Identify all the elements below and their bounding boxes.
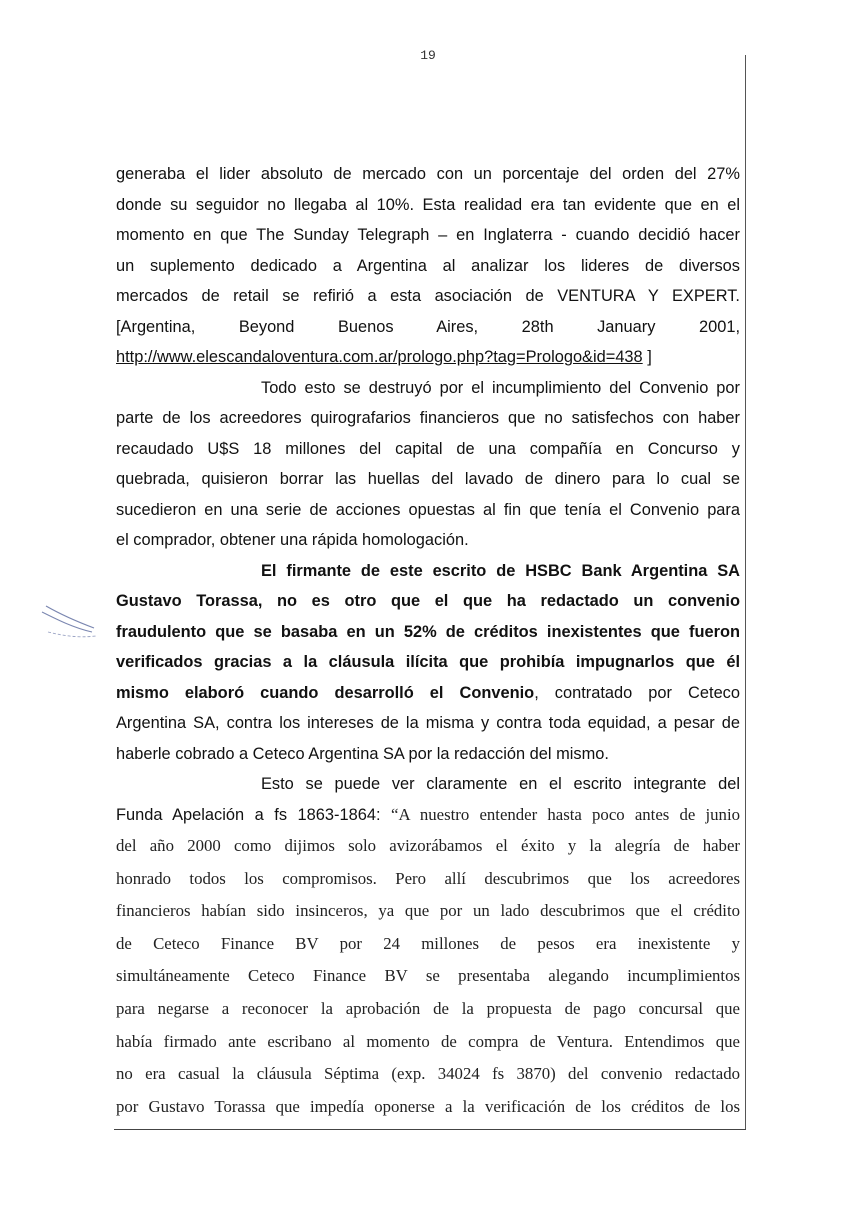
quote-line: financieros habían sido insinceros, ya que por un lado descubrimos que el crédito [116, 901, 740, 921]
quote-line: no era casual la cláusula Séptima (exp. 34024 fs 3870) del convenio redactado [116, 1064, 740, 1084]
bold-text-line: verificados gracias a la cláusula ilícita que prohibía impugnarlos que él [116, 653, 740, 671]
bold-text-line: Gustavo Torassa, no es otro que el que ha redactado un convenio [116, 592, 740, 610]
text-fragment: , contratado por Ceteco [534, 683, 740, 702]
text-line: haberle cobrado a Ceteco Argentina SA por la redacción del mismo. [116, 744, 609, 763]
text-line: un suplemento dedicado a Argentina al analizar los lideres de diversos [116, 256, 740, 275]
page-number: 19 [420, 48, 436, 63]
bold-text-line: El firmante de este escrito de HSBC Bank Argentina SA [261, 561, 740, 580]
document-body [116, 159, 740, 1123]
mixed-text-line [116, 800, 740, 831]
url-line [116, 342, 740, 373]
mixed-text-line [116, 678, 740, 709]
quote-line: había firmado ante escribano al momento de compra de Ventura. Entendimos que [116, 1031, 740, 1051]
quote-line: por Gustavo Torassa que impedía oponerse a la verificación de los créditos de los [116, 1096, 740, 1116]
quote-line: del año 2000 como dijimos solo avizorábamos el éxito y la alegría de haber [116, 836, 740, 855]
quote-line: simultáneamente Ceteco Finance BV se presentaba alegando incumplimientos [116, 966, 740, 986]
text-line: parte de los acreedores quirografarios financieros que no satisfechos con haber [116, 409, 740, 427]
right-margin-rule [745, 55, 746, 1130]
url-bracket: ] [642, 348, 652, 366]
bold-fragment: mismo elaboró cuando desarrolló el Convenio [116, 683, 535, 702]
text-line: recaudado U$S 18 millones del capital de una compañía en Concurso y [116, 439, 740, 458]
text-line: Esto se puede ver claramente en el escrito integrante del [261, 775, 740, 793]
text-line: mercados de retail se refirió a esta asociación de VENTURA Y EXPERT. [116, 287, 740, 305]
text-line: generaba el lider absoluto de mercado con un porcentaje del orden del 27% [116, 165, 740, 183]
text-line: momento en que The Sunday Telegraph – en Inglaterra - cuando decidió hacer [116, 226, 740, 244]
text-line: donde su seguidor no llegaba al 10%. Esta realidad era tan evidente que en el [116, 195, 740, 214]
bold-text-line: fraudulento que se basaba en un 52% de créditos inexistentes que fueron [116, 622, 740, 641]
quote-line: de Ceteco Finance BV por 24 millones de pesos era inexistente y [116, 933, 740, 953]
text-line: quebrada, quisieron borrar las huellas del lavado de dinero para lo cual se [116, 470, 740, 488]
text-line: sucedieron en una serie de acciones opuestas al fin que tenía el Convenio para [116, 500, 740, 519]
quote-line: para negarse a reconocer la aprobación de la propuesta de pago concursal que [116, 998, 740, 1018]
text-line: el comprador, obtener una rápida homologación. [116, 531, 469, 549]
text-line: Todo esto se destruyó por el incumplimiento del Convenio por [261, 378, 740, 397]
quote-fragment: “A nuestro entender hasta poco antes de junio [391, 804, 740, 824]
text-line: Argentina SA, contra los intereses de la misma y contra toda equidad, a pesar de [116, 714, 740, 732]
footer-rule [114, 1129, 746, 1130]
handwritten-margin-mark [38, 602, 98, 642]
quote-line: honrado todos los compromisos. Pero allí descubrimos que los acreedores [116, 868, 740, 888]
text-fragment: Funda Apelación a fs 1863-1864: [116, 805, 392, 824]
source-link[interactable]: http://www.elescandaloventura.com.ar/prologo.php?tag=Prologo&id=438 [116, 348, 643, 366]
text-line: [Argentina, Beyond Buenos Aires, 28th January 2001, [116, 317, 740, 336]
